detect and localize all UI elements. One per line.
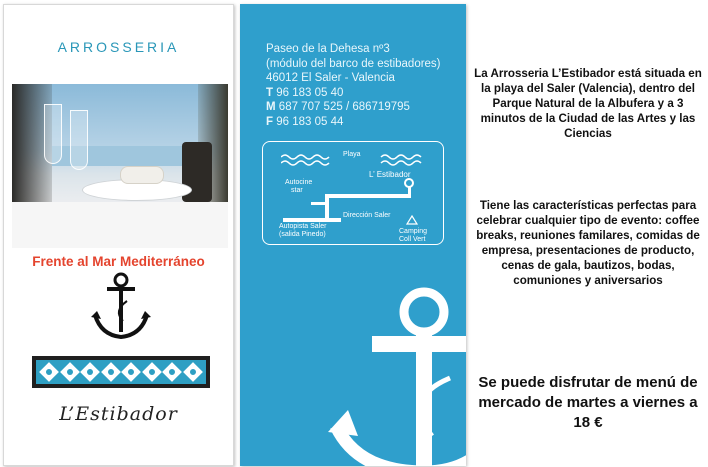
brand-top-title: ARROSSERIA [57, 39, 180, 55]
contact-address-block [266, 42, 441, 129]
brochure-cover-panel [3, 4, 234, 466]
tagline: Frente al Mar Mediterráneo [32, 254, 205, 269]
fish-icon [101, 362, 121, 382]
description-location: La Arrosseria L’Estibador está situada en la playa del Saler (Valencia), dentro del Parque Natural de la Albufera y a 3 minutos de la Ciudad de las Artes y las Ciencias [474, 67, 702, 140]
fish-icon [39, 362, 59, 382]
large-anchor-icon [328, 286, 466, 466]
fish-icon [80, 362, 100, 382]
location-map [262, 141, 444, 245]
map-label-autopista: Autopista Saler (salida Pinedo) [279, 223, 327, 238]
decorative-icon-strip [32, 356, 210, 388]
phone-line: T 96 183 05 40 [266, 86, 344, 99]
mobile-line: M 687 707 525 / 686719795 [266, 101, 410, 113]
anchor-logo-icon [89, 271, 153, 343]
mobile-number: 687 707 525 / 686719795 [278, 101, 410, 113]
map-label-playa: Playa [343, 151, 361, 158]
fax-line: F 96 183 05 44 [266, 115, 344, 128]
fish-icon [60, 362, 80, 382]
address-line-2: (módulo del barco de estibadores) [266, 57, 441, 70]
fish-icon [162, 362, 182, 382]
map-road [325, 194, 329, 222]
brand-script-logo: L’Estibador [59, 403, 178, 425]
map-label-estibador: L’ Estibador [369, 170, 411, 179]
location-marker-icon [404, 178, 414, 188]
description-events: Tiene las características perfectas para celebrar cualquier tipo de evento: coffee breaks, reuniones familares, comidas de empresa, presentaciones de producto, cenas de gala, bautizos, bodas, comuniones y aniversarios [476, 199, 700, 287]
phone-number: 96 183 05 40 [276, 86, 344, 99]
menu-price-offer: Se puede disfrutar de menú de mercado de martes a viernes a 18 € [478, 374, 698, 431]
camping-tent-icon [406, 215, 418, 225]
anchor-icon [121, 362, 141, 382]
map-label-direccion: Dirección Saler [343, 212, 391, 219]
fish-icon [142, 362, 162, 382]
address-line-3: 46012 El Saler - Valencia [266, 72, 395, 84]
moon-icon [183, 362, 203, 382]
restaurant-table-photo [12, 84, 228, 248]
contact-panel [240, 4, 466, 466]
map-label-camping: Camping Coll Vert [399, 228, 428, 243]
map-arrow [311, 202, 325, 205]
address-line-1: Paseo de la Dehesa nº3 [266, 43, 390, 55]
map-label-autocine: Autocine star [285, 179, 313, 194]
map-road [283, 218, 341, 222]
fax-number: 96 183 05 44 [276, 115, 344, 128]
map-road [325, 194, 411, 198]
